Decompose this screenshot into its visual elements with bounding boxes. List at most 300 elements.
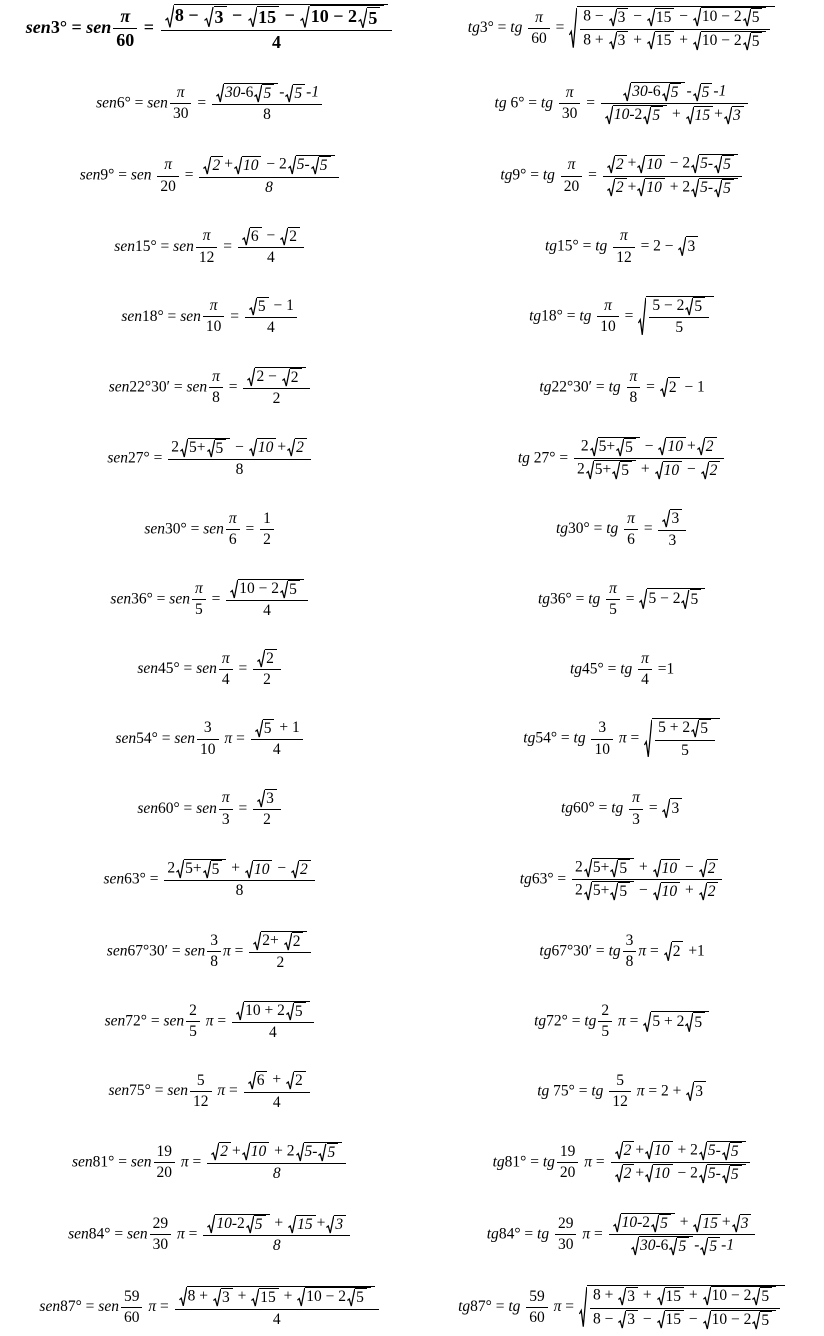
- italic-text: π: [535, 8, 543, 26]
- italic-text: 8: [272, 1237, 281, 1255]
- radical-sign-icon: [664, 941, 672, 962]
- tangent-formula: tg15° = tg $\frac{\pi}{12}$ = 2 − 3: [420, 227, 824, 267]
- italic-text: 10: [621, 1214, 638, 1232]
- denominator: 2: [263, 531, 271, 549]
- square-root: [653, 859, 681, 878]
- italic-text: π: [565, 84, 574, 102]
- italic-text: sen: [106, 941, 128, 959]
- radical-sign-icon: [714, 179, 722, 198]
- italic-text: tg: [537, 1082, 550, 1100]
- tangent-formula: tg36° = tg $\frac{\pi}{5}$ = 5 − 2 5: [420, 580, 824, 620]
- numerator: 3: [207, 932, 221, 952]
- square-root: [615, 1164, 635, 1183]
- denominator: 3: [632, 810, 640, 828]
- denominator: 5: [681, 741, 689, 759]
- square-root: 5+ 5: [584, 881, 634, 901]
- radical-sign-icon: [242, 1142, 250, 1161]
- radical-sign-icon: [657, 1310, 665, 1329]
- italic-text: tg: [523, 729, 536, 747]
- radical-sign-icon: [658, 437, 666, 456]
- square-root: 15: [657, 1310, 685, 1329]
- italic-text: 5: [327, 1143, 336, 1161]
- square-root: [669, 1237, 689, 1256]
- square-root: [285, 84, 305, 103]
- italic-text: 2: [615, 155, 624, 173]
- italic-text: 10: [242, 156, 259, 174]
- radical-sign-icon: [207, 1214, 215, 1234]
- square-root: 5: [207, 439, 227, 458]
- numerator: 2: [598, 1002, 612, 1022]
- square-root: [658, 437, 686, 456]
- radical-sign-icon: [251, 1288, 259, 1307]
- square-root: 5: [685, 297, 705, 316]
- italic-text: π: [164, 156, 173, 174]
- denominator: 5: [675, 319, 684, 337]
- square-root: [203, 156, 223, 175]
- italic-text: 2: [707, 859, 716, 877]
- italic-text: tg: [529, 307, 542, 325]
- italic-text: 5: [319, 157, 328, 175]
- square-root: [287, 438, 307, 457]
- square-root: 15: [248, 6, 279, 28]
- denominator: 2: [272, 389, 281, 407]
- sine-formula: sen63° = 2 5+ 5 + 10 − 2 8: [0, 859, 420, 901]
- radical-sign-icon: [700, 1237, 708, 1256]
- italic-text: 3: [740, 1214, 749, 1232]
- italic-text: sen: [137, 659, 158, 677]
- denominator: 2: [263, 811, 271, 829]
- radical-sign-icon: [697, 437, 705, 456]
- italic-text: sen: [173, 237, 194, 255]
- denominator: 60: [529, 1309, 545, 1327]
- square-root: 3: [609, 8, 629, 27]
- italic-text: 5: [723, 156, 731, 174]
- sine-formula: sen60° = sen $\frac{\pi}{3}$ = $\frac{3}{2}$: [0, 789, 420, 830]
- square-root: 5: [743, 32, 763, 51]
- sine-formula: sen67°30′ = sen $\frac{3}{8}$ π = 2+ 2 2: [0, 931, 420, 973]
- italic-text: π: [632, 789, 640, 807]
- denominator: 4: [263, 601, 271, 619]
- radical-sign-icon: [660, 377, 668, 398]
- numerator: [209, 368, 223, 388]
- italic-text: sen: [174, 729, 196, 747]
- radical-sign-icon: [236, 1001, 244, 1021]
- square-root: 10-2 5: [207, 1214, 269, 1234]
- italic-text: 30: [224, 84, 241, 102]
- numerator: 5 + 2 5: [655, 719, 715, 740]
- radical-sign-icon: [300, 5, 309, 29]
- square-root: [722, 1165, 742, 1184]
- italic-text: 5: [296, 156, 305, 174]
- radical-sign-icon: [714, 155, 722, 174]
- radical-sign-icon: [615, 1141, 623, 1160]
- denominator: 3: [221, 810, 230, 828]
- denominator: 2 5+ 5 − 10 + 2: [572, 880, 722, 901]
- italic-text: tg: [519, 870, 532, 888]
- formula-row-30deg: [0, 509, 824, 550]
- denominator: 10: [205, 318, 222, 336]
- denominator: 8: [625, 952, 634, 970]
- numerator: [561, 156, 583, 176]
- radical-sign-icon: [693, 7, 701, 27]
- italic-text: sen: [108, 1082, 130, 1100]
- numerator: 5 − 2 5: [649, 297, 709, 318]
- radical-sign-icon: [618, 1287, 626, 1306]
- square-root: [637, 178, 665, 197]
- italic-text: sen: [126, 1225, 148, 1243]
- radical-sign-icon: [230, 579, 238, 599]
- radical-sign-icon: [691, 154, 699, 174]
- italic-text: tg: [537, 1225, 550, 1243]
- denominator: 12: [193, 1093, 209, 1111]
- numerator: 8 − 3 − 15 − 10 − 2 5: [580, 7, 770, 29]
- denominator: 30-6 5 - 5 -1: [609, 1235, 756, 1256]
- square-root: 3: [618, 1310, 638, 1329]
- numerator: 6 + 2: [244, 1071, 310, 1092]
- numerator: 3: [623, 932, 637, 952]
- fraction: [150, 1215, 172, 1255]
- fraction: [598, 1002, 612, 1042]
- square-root: 5: [612, 461, 632, 480]
- denominator: [207, 1164, 346, 1183]
- numerator: [226, 579, 308, 601]
- italic-text: tg: [494, 94, 507, 112]
- sine-formula: sen27° = 2 5+ 5 − 10 + 2 8: [0, 438, 420, 480]
- denominator: 8: [210, 952, 218, 970]
- square-root: 5: [347, 1288, 367, 1307]
- italic-text: tg: [467, 19, 480, 37]
- denominator: 60: [116, 30, 135, 51]
- radical-sign-icon: [255, 719, 263, 738]
- fraction: [245, 297, 297, 338]
- fraction: [649, 297, 709, 338]
- numerator: 2 + 10 − 2 5- 5: [199, 155, 338, 177]
- square-root: 2: [660, 377, 680, 398]
- fraction: [627, 368, 641, 408]
- italic-text: sen: [79, 166, 101, 184]
- square-root: 2: [282, 368, 302, 387]
- denominator: 3: [668, 531, 677, 549]
- radical-sign-icon: [609, 31, 617, 50]
- square-root: 10-2 5: [613, 1213, 675, 1233]
- formula-row-18deg: [0, 296, 824, 338]
- radical-sign-icon: [662, 83, 670, 102]
- numerator: [219, 789, 233, 809]
- italic-text: sen: [203, 520, 224, 538]
- square-root: 3: [213, 1288, 233, 1307]
- numerator: [175, 1286, 379, 1309]
- italic-text: π: [205, 1012, 214, 1030]
- italic-text: sen: [114, 237, 135, 255]
- italic-text: sen: [147, 94, 168, 112]
- radical-sign-icon: [722, 1142, 730, 1161]
- fraction: [557, 1143, 579, 1183]
- italic-text: 10: [646, 179, 662, 197]
- italic-text: 5: [707, 1165, 716, 1183]
- numerator: [528, 9, 550, 29]
- numerator: [161, 4, 393, 31]
- italic-text: tg: [608, 377, 621, 395]
- square-root: 2: [257, 649, 277, 668]
- radical-sign-icon: [607, 155, 615, 174]
- numerator: 5: [190, 1072, 212, 1092]
- radical-sign-icon: [586, 460, 594, 480]
- tangent-formula: tg60° = tg $\frac{\pi}{3}$ = 3: [420, 789, 824, 829]
- square-root: 5: [610, 859, 630, 878]
- radical-sign-icon: [254, 84, 262, 103]
- square-root: 5- 5: [691, 154, 738, 174]
- fraction: [157, 156, 179, 196]
- radical-sign-icon: [165, 4, 174, 29]
- radical-sign-icon: [296, 1142, 304, 1162]
- sine-formula: sen72° = sen $\frac{2}{5}$ π = 10 + 2 5 4: [0, 1001, 420, 1043]
- italic-text: 5: [700, 155, 708, 173]
- italic-text: tg: [486, 1225, 499, 1243]
- numerator: 10-2 5 + 15 + 3: [609, 1213, 756, 1235]
- numerator: 3: [197, 719, 219, 739]
- numerator: 2: [186, 1002, 200, 1022]
- numerator: [157, 156, 179, 176]
- italic-text: 2: [212, 156, 221, 174]
- numerator: [196, 227, 218, 247]
- numerator: 2 5+ 5 + 10 − 2: [572, 858, 722, 880]
- italic-text: 5: [660, 1215, 668, 1233]
- tangent-formula: tg72° = tg $\frac{2}{5}$ π = 5 + 2 5: [420, 1002, 824, 1042]
- denominator: 5: [601, 1023, 610, 1041]
- radical-sign-icon: [643, 106, 651, 125]
- square-root: 5: [286, 1002, 306, 1021]
- italic-text: π: [222, 941, 231, 959]
- denominator: 4: [641, 670, 649, 688]
- tangent-formula: tg18° = tg $\frac{\pi}{10}$ = 5 − 2 5 5: [420, 296, 824, 338]
- square-root: 10-2 5: [605, 105, 667, 125]
- square-root: [643, 106, 663, 125]
- square-root: [607, 155, 627, 174]
- italic-text: 3: [732, 106, 741, 124]
- radical-sign-icon: [637, 178, 645, 197]
- radical-sign-icon: [609, 8, 617, 27]
- italic-text: tg: [539, 941, 552, 959]
- sine-formula: sen30° = sen $\frac{\pi}{6}$ = $\frac{1}{2}$: [0, 510, 420, 550]
- italic-text: π: [177, 1225, 185, 1243]
- square-root: [655, 461, 683, 480]
- italic-text: tg: [539, 377, 552, 395]
- radical-sign-icon: [287, 438, 295, 457]
- italic-text: tg: [569, 659, 582, 677]
- fraction: [226, 579, 308, 621]
- italic-text: 1: [311, 83, 320, 101]
- sine-formula: sen45° = sen $\frac{\pi}{4}$ = $\frac{2}{2}$: [0, 649, 420, 690]
- sine-formula: sen15° = sen $\frac{\pi}{12}$ = 6 − 2 4: [0, 227, 420, 268]
- numerator: 1: [260, 510, 274, 530]
- radical-sign-icon: [647, 8, 655, 27]
- square-root: [699, 882, 719, 901]
- radical-sign-icon: [693, 31, 701, 51]
- italic-text: 1: [718, 82, 727, 100]
- radical-sign-icon: [610, 882, 618, 901]
- numerator: 2 5+ 5 + 10 − 2: [164, 859, 314, 881]
- italic-text: 10: [250, 1143, 267, 1161]
- denominator: 6: [627, 531, 635, 549]
- italic-text: π: [609, 579, 617, 597]
- formula-row-72deg: [0, 1001, 824, 1043]
- fraction: [603, 154, 742, 198]
- italic-text: π: [582, 1225, 591, 1243]
- fraction: [629, 789, 643, 829]
- fraction: [624, 510, 638, 550]
- numerator: [559, 84, 581, 104]
- radical-sign-icon: [685, 297, 693, 316]
- radical-sign-icon: [752, 1287, 760, 1306]
- square-root: [288, 1215, 316, 1234]
- italic-text: tg: [510, 19, 523, 37]
- formula-row-22-30deg: [0, 367, 824, 409]
- radical-sign-icon: [605, 105, 613, 125]
- fraction: [197, 719, 219, 759]
- italic-text: π: [176, 84, 185, 102]
- radical-sign-icon: [693, 83, 701, 102]
- radical-sign-icon: [691, 719, 699, 738]
- fraction: [232, 1001, 314, 1043]
- fraction: [609, 1213, 756, 1257]
- square-root: 3: [686, 1081, 706, 1102]
- radical-sign-icon: [211, 1142, 219, 1161]
- denominator: 8: [235, 461, 244, 479]
- square-root: [569, 6, 775, 51]
- radical-sign-icon: [724, 106, 732, 125]
- italic-text: 10: [253, 860, 270, 878]
- square-root: 5+ 5: [180, 438, 230, 458]
- italic-text: sen: [108, 377, 130, 395]
- italic-text: π: [209, 297, 218, 315]
- numerator: [624, 510, 638, 530]
- square-root: [722, 1142, 742, 1161]
- italic-text: 5: [294, 84, 303, 102]
- italic-text: tg: [500, 166, 513, 184]
- denominator: 5: [189, 1023, 197, 1041]
- square-root: 5 − 2 5: [639, 588, 705, 610]
- square-root: [714, 155, 734, 174]
- formula-row-84deg: [0, 1213, 824, 1257]
- square-root: [311, 156, 331, 175]
- fraction: [609, 1072, 631, 1112]
- sine-formula: sen54° = sen $\frac{3}{10}$ π = $\frac{5 + 1}{4}$: [0, 719, 420, 760]
- square-root: 5- 5: [691, 178, 738, 198]
- italic-text: sen: [71, 1153, 93, 1170]
- italic-text: tg: [584, 1012, 597, 1030]
- radical-sign-icon: [616, 438, 624, 457]
- italic-text: tg: [579, 307, 592, 325]
- radical-sign-icon: [699, 859, 707, 878]
- fraction: [601, 82, 748, 126]
- fraction: [249, 931, 311, 973]
- numerator: 2 5+ 5 − 10 + 2: [168, 438, 311, 460]
- fraction: [606, 580, 620, 620]
- radical-sign-icon: [681, 589, 689, 610]
- italic-text: 2: [623, 1142, 632, 1160]
- formula-row-36deg: [0, 579, 824, 621]
- formula-row-63deg: [0, 858, 824, 902]
- italic-text: π: [221, 789, 230, 807]
- italic-text: 5: [254, 1216, 263, 1234]
- denominator: [199, 178, 338, 197]
- fraction: [238, 227, 304, 268]
- square-root: 15: [647, 8, 675, 27]
- italic-text: tg: [542, 1153, 555, 1170]
- formula-row-6deg: [0, 82, 824, 126]
- numerator: [658, 509, 686, 530]
- fraction: [251, 719, 303, 760]
- radical-sign-icon: [584, 858, 592, 878]
- numerator: [606, 580, 620, 600]
- radical-sign-icon: [703, 1310, 711, 1330]
- numerator: 2 5+ 5 − 10 + 2: [574, 437, 724, 459]
- radical-sign-icon: [691, 178, 699, 198]
- radical-sign-icon: [678, 236, 686, 257]
- denominator: 10: [600, 318, 616, 336]
- radical-sign-icon: [207, 439, 215, 458]
- square-root: 5- 5: [699, 1164, 746, 1184]
- numerator: 10-2 5 + 15 + 3: [203, 1214, 350, 1236]
- square-root: [697, 437, 717, 456]
- italic-text: sen: [186, 377, 208, 395]
- italic-text: π: [553, 1298, 562, 1316]
- square-root: [653, 882, 681, 901]
- italic-text: sen: [196, 659, 217, 677]
- formula-row-45deg: [0, 649, 824, 690]
- numerator: 2 + 10 + 2 5- 5: [611, 1141, 750, 1163]
- italic-text: 2: [707, 882, 716, 900]
- square-root: 5- 5: [699, 1141, 746, 1161]
- radical-sign-icon: [607, 178, 615, 197]
- formula-row-54deg: [0, 718, 824, 760]
- tangent-formula: tg30° = tg $\frac{\pi}{6}$ = $\frac{3}{3}$: [420, 509, 824, 550]
- radical-sign-icon: [311, 156, 319, 175]
- italic-text: sen: [169, 590, 190, 607]
- square-root: 3: [618, 1287, 638, 1306]
- denominator: 6: [228, 531, 237, 549]
- italic-text: 30: [639, 1237, 656, 1255]
- fraction: [121, 1288, 143, 1328]
- radical-sign-icon: [249, 297, 257, 316]
- italic-text: π: [221, 649, 230, 667]
- denominator: 10: [200, 740, 216, 758]
- sine-formula: sen22°30′ = sen $\frac{\pi}{8}$ = 2 − 2 2: [0, 367, 420, 409]
- numerator: [219, 650, 233, 670]
- square-root: [291, 860, 311, 879]
- denominator: 30: [557, 1236, 574, 1254]
- radical-sign-icon: [732, 1214, 740, 1233]
- numerator: [113, 6, 137, 29]
- square-root: 5: [610, 882, 630, 901]
- italic-text: 15: [297, 1215, 313, 1233]
- italic-text: sen: [196, 799, 217, 817]
- tangent-formula: tg45° = tg $\frac{\pi}{4}$ =1: [569, 649, 675, 688]
- denominator: 20: [160, 177, 176, 195]
- denominator: 30: [561, 105, 578, 123]
- radical-sign-icon: [286, 1071, 294, 1090]
- fraction: [219, 650, 233, 690]
- italic-text: 5: [700, 178, 708, 196]
- numerator: [192, 580, 206, 600]
- denominator: 8 + 3 + 15 + 10 − 2 5: [580, 30, 770, 51]
- italic-text: 10: [257, 439, 274, 457]
- fraction: [186, 1002, 200, 1042]
- italic-text: 10: [661, 882, 678, 900]
- radical-sign-icon: [579, 1285, 587, 1330]
- radical-sign-icon: [234, 156, 242, 175]
- numerator: 59: [526, 1288, 548, 1308]
